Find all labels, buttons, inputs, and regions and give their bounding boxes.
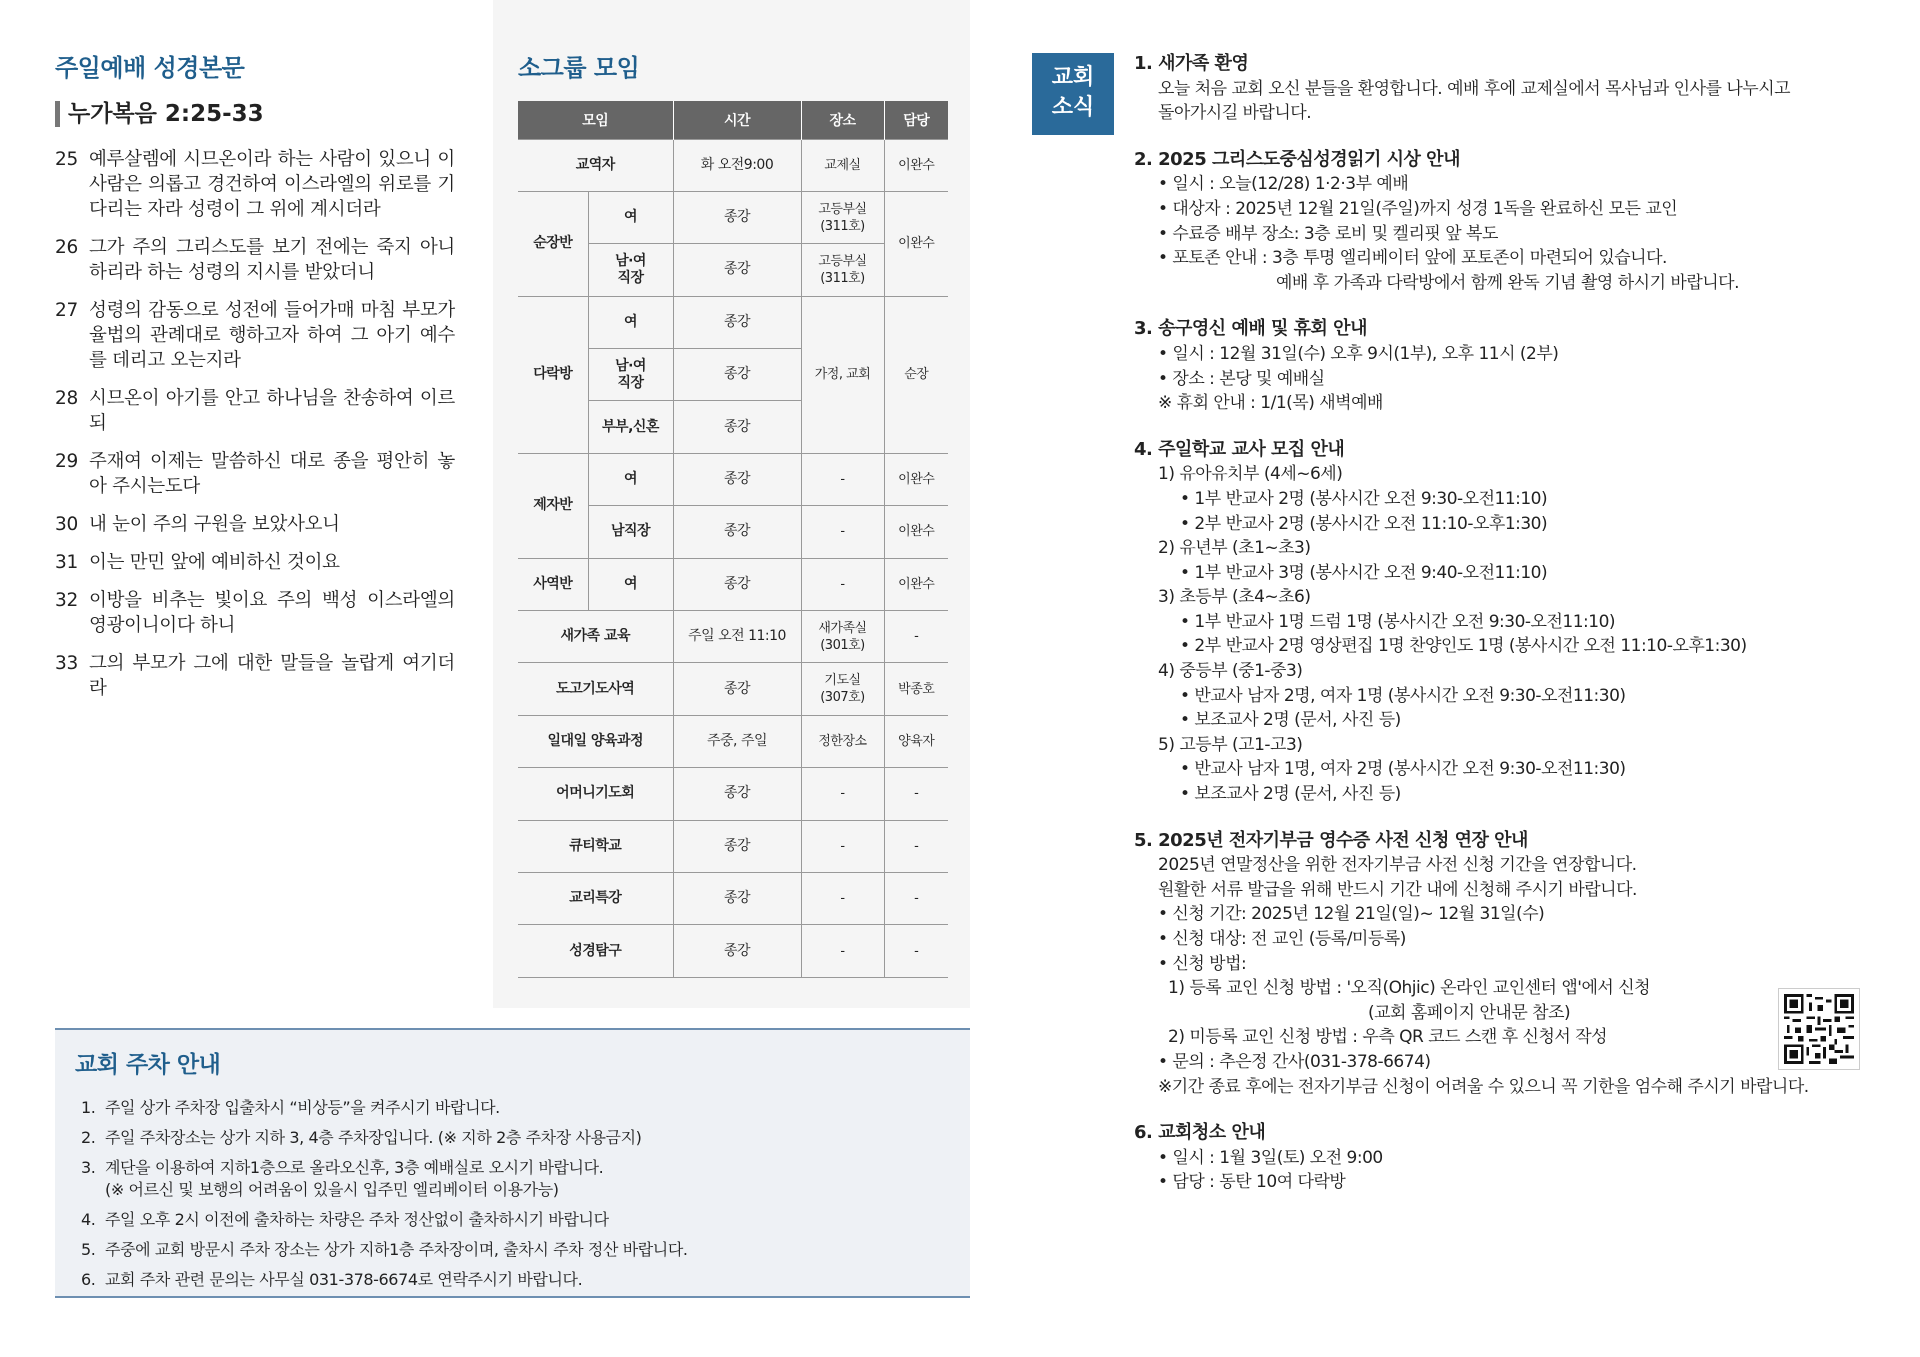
verse-text: 그가 주의 그리스도를 보기 전에는 죽지 아니하리라 하는 성령의 지시를 받았더니: [89, 237, 455, 283]
cell: 박종호: [884, 663, 948, 715]
cell: 부부,신혼: [588, 401, 673, 453]
verse: [55, 235, 455, 285]
news-heading: 1. 새가족 환영: [1134, 53, 1249, 74]
verse-number: 25: [55, 149, 78, 170]
cell: -: [884, 872, 948, 924]
news-line: 돌아가시길 바랍니다.: [1158, 103, 1312, 124]
badge-line: 소식: [1051, 95, 1095, 120]
news-line: • 1부 반교사 3명 (봉사시간 오전 9:40-오전11:10): [1180, 562, 1548, 583]
cell: -: [801, 453, 884, 505]
news-line: • 장소 : 본당 및 예배실: [1158, 368, 1325, 389]
cell: [801, 611, 884, 663]
cell: 양육자: [884, 715, 948, 767]
cell: 큐티학교: [518, 820, 673, 872]
cell: 순장반: [518, 191, 588, 296]
verse-number: 32: [55, 590, 78, 611]
table-row: [518, 558, 948, 610]
item-text: 교회 주차 관련 문의는 사무실 031-378-6674로 연락주시기 바랍니다.: [105, 1270, 583, 1289]
news-line: • 2부 반교사 2명 영상편집 1명 찬양인도 1명 (봉사시간 오전 11:10-오후1:30): [1180, 636, 1747, 657]
list-item: [75, 1239, 950, 1261]
cell: 순장: [884, 296, 948, 453]
item-text: 주중에 교회 방문시 주차 장소는 상가 지하1층 주차장이며, 출차시 주차 정산 바랍니다.: [105, 1240, 688, 1259]
parking-title: 교회 주차 안내: [75, 1052, 221, 1078]
table-row: [518, 715, 948, 767]
cell-line: 남·여: [615, 252, 646, 269]
scripture-section: [55, 48, 455, 714]
news-heading: 4. 주일학교 교사 모집 안내: [1134, 438, 1345, 460]
table-row: [518, 820, 948, 872]
scripture-reference: 누가복음 2:25-33: [55, 101, 455, 127]
list-item: [75, 1209, 950, 1231]
item-number: 6.: [81, 1270, 96, 1289]
groups-title: 소그룹 모임: [518, 54, 640, 82]
cell-line: 새가족실: [818, 620, 867, 636]
news-line: 1) 등록 교인 신청 방법 : '오직(Ohjic) 온라인 교인센터 앱'에서 신청: [1168, 978, 1651, 999]
news-heading: 2. 2025 그리스도중심성경읽기 시상 안내: [1134, 148, 1460, 170]
verse-number: 31: [55, 552, 78, 573]
cell: -: [801, 925, 884, 977]
news-line: • 1부 반교사 2명 (봉사시간 오전 9:30-오전11:10): [1180, 488, 1548, 509]
news-line: 예배 후 가족과 다락방에서 함께 완독 기념 촬영 하시기 바랍니다.: [1276, 272, 1740, 293]
item-line: 계단을 이용하여 지하1층으로 올라오신후, 3층 예배실로 오시기 바랍니다.: [105, 1158, 604, 1177]
groups-table: [518, 101, 948, 978]
cell: 교제실: [801, 139, 884, 191]
table-row: [518, 663, 948, 715]
cell: 종강: [673, 768, 801, 820]
news-line: 4) 중등부 (중1-중3): [1158, 661, 1303, 682]
news-line: 5) 고등부 (고1-고3): [1158, 734, 1303, 755]
verse: [55, 588, 455, 638]
cell: 종강: [673, 401, 801, 453]
news-line: • 2부 반교사 2명 (봉사시간 오전 11:10-오후1:30): [1180, 513, 1548, 534]
verse-text: 예루살렘에 시므온이라 하는 사람이 있으니 이 사람은 의롭고 경건하여 이스라엘의 위로를 기다리는 자라 성령이 그 위에 계시더라: [89, 149, 455, 220]
cell-line: 직장: [617, 269, 644, 286]
cell: 종강: [673, 820, 801, 872]
item-number: 4.: [81, 1210, 96, 1229]
cell: 이완수: [884, 139, 948, 191]
news-line: 1) 유아유치부 (4세~6세): [1158, 464, 1343, 485]
table-header-row: [518, 101, 948, 139]
news-line: • 신청 방법:: [1158, 953, 1247, 974]
spacer: [1134, 807, 1894, 829]
cell: -: [801, 768, 884, 820]
qr-code-graphic: [1784, 994, 1854, 1064]
verse-number: 29: [55, 451, 78, 472]
table-row: [518, 139, 948, 191]
cell: 어머니기도회: [518, 768, 673, 820]
cell: 가정, 교회: [801, 296, 884, 453]
cell: 종강: [673, 925, 801, 977]
verse: [55, 147, 455, 222]
news-line: • 일시 : 12월 31일(수) 오후 9시(1부), 오후 11시 (2부): [1158, 343, 1559, 364]
cell: 남직장: [588, 506, 673, 558]
cell: 종강: [673, 453, 801, 505]
cell: 종강: [673, 244, 801, 296]
item-text: 주일 오후 2시 이전에 출차하는 차량은 주차 정산없이 출차하시기 바랍니다: [105, 1210, 609, 1229]
verse-number: 27: [55, 300, 78, 321]
verse-text: 이방을 비추는 빛이요 주의 백성 이스라엘의 영광이니이다 하니: [89, 590, 455, 636]
news-line: • 신청 대상: 전 교인 (등록/미등록): [1158, 929, 1406, 949]
cell: 주일 오전 11:10: [673, 611, 801, 663]
cell: 도고기도사역: [518, 663, 673, 715]
verse-text: 성령의 감동으로 성전에 들어가매 마침 부모가 율법의 관례대로 행하고자 하여 그 아기 예수를 데리고 오는지라: [89, 300, 455, 371]
cell: 성경탐구: [518, 925, 673, 977]
spacer: [1134, 416, 1894, 438]
news-line: • 일시 : 오늘(12/28) 1·2·3부 예배: [1158, 174, 1409, 195]
cell: -: [884, 611, 948, 663]
item-line: (※ 어르신 및 보행의 어려움이 있을시 입주민 엘리베이터 이용가능): [105, 1180, 559, 1199]
scripture-title: 주일예배 성경본문: [55, 54, 245, 82]
verse: [55, 512, 455, 537]
cell: 새가족 교육: [518, 611, 673, 663]
cell: 다락방: [518, 296, 588, 453]
news-line: (교회 홈페이지 안내문 참조): [1368, 1002, 1571, 1023]
cell: [588, 349, 673, 401]
cell: 여: [588, 453, 673, 505]
news-line: 원활한 서류 발급을 위해 반드시 기간 내에 신청해 주시기 바랍니다.: [1158, 879, 1637, 900]
header-meeting: 모임: [518, 101, 673, 139]
groups-section: [518, 48, 948, 978]
item-number: 5.: [81, 1240, 96, 1259]
verse-number: 26: [55, 237, 78, 258]
verse: [55, 386, 455, 436]
cell-line: (307호): [820, 690, 865, 706]
list-item: [75, 1157, 950, 1201]
cell: 제자반: [518, 453, 588, 558]
cell: 이완수: [884, 558, 948, 610]
news-line: • 일시 : 1월 3일(토) 오전 9:00: [1158, 1147, 1383, 1168]
cell: 종강: [673, 191, 801, 243]
cell: 교역자: [518, 139, 673, 191]
cell: [801, 191, 884, 243]
cell: 사역반: [518, 558, 588, 610]
spacer: [1134, 295, 1894, 317]
verse-text: 주재여 이제는 말씀하신 대로 종을 평안히 놓아 주시는도다: [89, 451, 455, 497]
cell-line: 남·여: [615, 357, 646, 374]
verse-number: 28: [55, 388, 78, 409]
news-line: ※기간 종료 후에는 전자기부금 신청이 어려울 수 있으니 꼭 기한을 엄수해 주시기 바랍니다.: [1158, 1076, 1809, 1097]
spacer: [1134, 126, 1894, 148]
news-line: • 신청 기간: 2025년 12월 21일(일)~ 12월 31일(수): [1158, 904, 1545, 925]
cell: -: [884, 768, 948, 820]
cell-line: (311호): [820, 218, 865, 234]
cell: 종강: [673, 872, 801, 924]
cell-line: 직장: [617, 374, 644, 391]
cell: 종강: [673, 506, 801, 558]
news-heading: 6. 교회청소 안내: [1134, 1122, 1266, 1144]
badge-line: 교회: [1051, 65, 1095, 90]
verse-number: 30: [55, 514, 78, 535]
news-line: 3) 초등부 (초4~초6): [1158, 587, 1311, 608]
parking-list: [75, 1097, 950, 1291]
cell: 화 오전9:00: [673, 139, 801, 191]
cell: 종강: [673, 558, 801, 610]
cell: 여: [588, 558, 673, 610]
cell-line: 고등부실: [818, 253, 867, 269]
cell: 정한장소: [801, 715, 884, 767]
item-text: 주일 상가 주차장 입출차시 “비상등”을 켜주시기 바랍니다.: [105, 1098, 500, 1117]
cell: -: [801, 872, 884, 924]
cell: [801, 663, 884, 715]
news-line: • 1부 반교사 1명 드럼 1명 (봉사시간 오전 9:30-오전11:10): [1180, 611, 1616, 632]
news-line: 오늘 처음 교회 오신 분들을 환영합니다. 예배 후에 교제실에서 목사님과 인사를 나누시고: [1158, 78, 1791, 99]
cell: 이완수: [884, 506, 948, 558]
table-row: [518, 191, 948, 243]
news-badge: [1032, 53, 1114, 135]
header-time: 시간: [673, 101, 801, 139]
cell: -: [801, 558, 884, 610]
news-line: • 포토존 안내 : 3층 투명 엘리베이터 앞에 포토존이 마련되어 있습니다.: [1158, 248, 1667, 269]
verse: [55, 298, 455, 373]
table-row: [518, 925, 948, 977]
cell: 여: [588, 296, 673, 348]
parking-section: [55, 1028, 970, 1298]
cell-line: 기도실: [824, 673, 861, 689]
cell-line: (311호): [820, 270, 865, 286]
cell: -: [884, 925, 948, 977]
cell: [801, 244, 884, 296]
verse-text: 시므온이 아기를 안고 하나님을 찬송하여 이르되: [89, 388, 455, 434]
news-heading: 3. 송구영신 예배 및 휴회 안내: [1134, 318, 1367, 340]
cell: 종강: [673, 349, 801, 401]
cell-line: (301호): [820, 637, 865, 653]
spacer: [1134, 1099, 1894, 1121]
verse: [55, 449, 455, 499]
item-number: 1.: [81, 1098, 96, 1117]
news-line: • 수료증 배부 장소: 3층 로비 및 켈리핏 앞 복도: [1158, 223, 1498, 244]
table-row: [518, 453, 948, 505]
news-line: • 보조교사 2명 (문서, 사진 등): [1180, 784, 1401, 805]
cell: 여: [588, 191, 673, 243]
verse-number: 33: [55, 653, 78, 674]
cell: 이완수: [884, 191, 948, 296]
item-number: 3.: [81, 1158, 96, 1177]
table-row: [518, 296, 948, 348]
cell: 교리특강: [518, 872, 673, 924]
list-item: [75, 1097, 950, 1119]
table-row: [518, 611, 948, 663]
cell: 일대일 양육과정: [518, 715, 673, 767]
news-line: ※ 휴회 안내 : 1/1(목) 새벽예배: [1158, 393, 1383, 414]
header-place: 장소: [801, 101, 884, 139]
news-line: 2) 미등록 교인 신청 방법 : 우측 QR 코드 스캔 후 신청서 작성: [1168, 1027, 1608, 1048]
item-number: 2.: [81, 1128, 96, 1147]
news-line: • 보조교사 2명 (문서, 사진 등): [1180, 710, 1401, 731]
cell: [588, 244, 673, 296]
cell: -: [884, 820, 948, 872]
verse-text: 그의 부모가 그에 대한 말들을 놀랍게 여기더라: [89, 653, 455, 699]
news-line: • 반교사 남자 2명, 여자 1명 (봉사시간 오전 9:30-오전11:30): [1180, 685, 1626, 706]
cell: 종강: [673, 663, 801, 715]
news-heading: 5. 2025년 전자기부금 영수증 사전 신청 연장 안내: [1134, 829, 1528, 851]
cell: 이완수: [884, 453, 948, 505]
verse: [55, 651, 455, 701]
list-item: [75, 1269, 950, 1291]
cell: -: [801, 506, 884, 558]
news-line: • 담당 : 동탄 10여 다락방: [1158, 1172, 1346, 1193]
cell: -: [801, 820, 884, 872]
news-line: • 반교사 남자 1명, 여자 2명 (봉사시간 오전 9:30-오전11:30): [1180, 759, 1626, 780]
news-line: • 대상자 : 2025년 12월 21일(주일)까지 성경 1독을 완료하신 모든 교인: [1158, 198, 1678, 219]
news-line: 2) 유년부 (초1~초3): [1158, 538, 1311, 559]
verse-text: 이는 만민 앞에 예비하신 것이요: [89, 552, 340, 573]
news-line: 2025년 연말정산을 위한 전자기부금 사전 신청 기간을 연장합니다.: [1158, 855, 1637, 876]
qr-code-icon: [1778, 988, 1860, 1070]
verse-text: 내 눈이 주의 구원을 보았사오니: [89, 514, 340, 535]
header-leader: 담당: [884, 101, 948, 139]
table-row: [518, 768, 948, 820]
list-item: [75, 1127, 950, 1149]
table-row: [518, 872, 948, 924]
cell: 종강: [673, 296, 801, 348]
item-text: [105, 1157, 950, 1201]
item-text: 주일 주차장소는 상가 지하 3, 4층 주차장입니다. (※ 지하 2층 주차장 사용금지): [105, 1128, 642, 1147]
cell-line: 고등부실: [818, 201, 867, 217]
verse-list: [55, 147, 455, 701]
verse: [55, 550, 455, 575]
news-line: • 문의 : 추은정 간사(031-378-6674): [1158, 1051, 1431, 1072]
cell: 주중, 주일: [673, 715, 801, 767]
